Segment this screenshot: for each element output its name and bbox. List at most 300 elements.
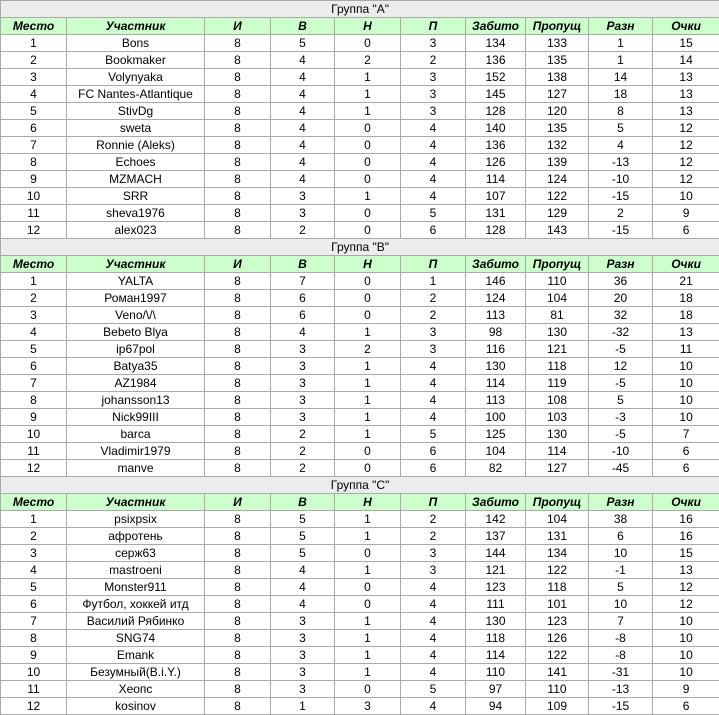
standings-body: [1, 1, 719, 715]
table-cell: 4: [401, 375, 466, 392]
table-cell: 8: [205, 579, 271, 596]
table-cell: 1: [1, 35, 67, 52]
table-cell: 141: [526, 664, 589, 681]
table-cell: 100: [466, 409, 526, 426]
table-cell: 0: [335, 681, 401, 698]
table-cell: 15: [653, 545, 719, 562]
table-cell: 8: [205, 511, 271, 528]
table-row: [1, 290, 719, 307]
table-cell: 6: [1, 596, 67, 613]
table-cell: 0: [335, 35, 401, 52]
table-cell: -10: [589, 171, 653, 188]
table-cell: 4: [271, 596, 335, 613]
table-cell: 110: [466, 664, 526, 681]
table-cell: 2: [335, 341, 401, 358]
table-cell: 38: [589, 511, 653, 528]
table-cell: 8: [205, 596, 271, 613]
table-cell: 2: [271, 426, 335, 443]
table-cell: 3: [271, 681, 335, 698]
table-cell: 13: [653, 324, 719, 341]
table-cell: 4: [401, 120, 466, 137]
table-cell: 32: [589, 307, 653, 324]
table-row: [1, 358, 719, 375]
table-cell: 135: [526, 120, 589, 137]
table-cell: 3: [271, 188, 335, 205]
table-cell: 1: [335, 511, 401, 528]
table-cell: 0: [335, 120, 401, 137]
table-cell: 8: [205, 324, 271, 341]
table-row: [1, 647, 719, 664]
table-row: [1, 409, 719, 426]
table-cell: 8: [205, 375, 271, 392]
table-cell: johansson13: [67, 392, 205, 409]
table-cell: 8: [205, 52, 271, 69]
table-cell: 0: [335, 579, 401, 596]
table-cell: 94: [466, 698, 526, 715]
table-cell: 1: [335, 103, 401, 120]
table-cell: 8: [205, 307, 271, 324]
table-row: [1, 392, 719, 409]
table-cell: 12: [1, 698, 67, 715]
column-header: В: [271, 256, 335, 273]
table-row: [1, 69, 719, 86]
table-cell: 140: [466, 120, 526, 137]
table-cell: 129: [526, 205, 589, 222]
table-cell: 2: [589, 205, 653, 222]
table-cell: 1: [335, 375, 401, 392]
table-cell: 4: [401, 664, 466, 681]
table-cell: 4: [401, 188, 466, 205]
table-cell: 11: [653, 341, 719, 358]
table-cell: 0: [335, 222, 401, 239]
table-cell: 8: [205, 137, 271, 154]
table-cell: 0: [335, 460, 401, 477]
table-cell: 12: [653, 120, 719, 137]
table-cell: Veno/\/\: [67, 307, 205, 324]
table-cell: 10: [1, 664, 67, 681]
table-cell: 4: [271, 86, 335, 103]
table-cell: MZMACH: [67, 171, 205, 188]
table-cell: Monster911: [67, 579, 205, 596]
table-cell: 4: [401, 409, 466, 426]
group-title: Группа "C": [1, 477, 719, 494]
table-cell: 6: [1, 358, 67, 375]
table-cell: 8: [205, 290, 271, 307]
table-cell: 6: [271, 290, 335, 307]
table-cell: 8: [205, 698, 271, 715]
table-cell: 131: [526, 528, 589, 545]
table-cell: 3: [401, 69, 466, 86]
table-cell: 142: [466, 511, 526, 528]
table-row: [1, 613, 719, 630]
table-cell: 4: [271, 137, 335, 154]
table-cell: 3: [271, 392, 335, 409]
table-cell: 139: [526, 154, 589, 171]
table-cell: 4: [271, 52, 335, 69]
table-cell: 118: [526, 579, 589, 596]
table-cell: psixpsix: [67, 511, 205, 528]
table-cell: 4: [401, 154, 466, 171]
table-cell: 8: [205, 613, 271, 630]
table-cell: 126: [466, 154, 526, 171]
table-cell: 18: [653, 307, 719, 324]
table-cell: 7: [1, 375, 67, 392]
table-cell: 3: [401, 545, 466, 562]
table-cell: 8: [205, 647, 271, 664]
table-cell: 5: [589, 579, 653, 596]
table-cell: 104: [466, 443, 526, 460]
table-cell: SNG74: [67, 630, 205, 647]
table-cell: 8: [589, 103, 653, 120]
table-cell: 13: [653, 69, 719, 86]
table-cell: 7: [653, 426, 719, 443]
table-cell: 3: [1, 307, 67, 324]
table-row: [1, 528, 719, 545]
table-cell: 2: [401, 52, 466, 69]
table-cell: 118: [526, 358, 589, 375]
table-row: [1, 273, 719, 290]
table-cell: 10: [653, 613, 719, 630]
table-cell: 0: [335, 137, 401, 154]
column-header: Н: [335, 18, 401, 35]
table-cell: 8: [205, 681, 271, 698]
table-row: [1, 154, 719, 171]
table-cell: 109: [526, 698, 589, 715]
table-cell: 10: [653, 188, 719, 205]
table-cell: Bebeto Blya: [67, 324, 205, 341]
column-header: П: [401, 256, 466, 273]
table-cell: Ronnie (Aleks): [67, 137, 205, 154]
table-cell: alex023: [67, 222, 205, 239]
table-cell: 4: [401, 613, 466, 630]
table-cell: 145: [466, 86, 526, 103]
table-cell: 3: [1, 545, 67, 562]
table-cell: 14: [653, 52, 719, 69]
table-cell: 3: [401, 86, 466, 103]
table-cell: 8: [205, 120, 271, 137]
table-cell: ip67pol: [67, 341, 205, 358]
table-cell: 8: [205, 630, 271, 647]
table-cell: 1: [589, 35, 653, 52]
table-cell: -5: [589, 341, 653, 358]
table-cell: 6: [653, 222, 719, 239]
table-cell: 128: [466, 222, 526, 239]
table-cell: 12: [589, 358, 653, 375]
table-cell: 9: [653, 681, 719, 698]
table-cell: 3: [1, 69, 67, 86]
table-cell: 3: [271, 358, 335, 375]
table-cell: серж63: [67, 545, 205, 562]
table-cell: 118: [466, 630, 526, 647]
table-row: [1, 545, 719, 562]
table-cell: 3: [271, 647, 335, 664]
table-cell: 1: [335, 613, 401, 630]
column-header: В: [271, 18, 335, 35]
table-row: [1, 698, 719, 715]
table-cell: -8: [589, 630, 653, 647]
table-cell: 146: [466, 273, 526, 290]
table-cell: 11: [1, 205, 67, 222]
table-cell: 1: [335, 630, 401, 647]
table-cell: 5: [271, 511, 335, 528]
table-cell: FC Nantes-Atlantique: [67, 86, 205, 103]
table-cell: 126: [526, 630, 589, 647]
table-cell: 16: [653, 528, 719, 545]
table-cell: 5: [271, 545, 335, 562]
table-row: [1, 307, 719, 324]
table-cell: 8: [1, 392, 67, 409]
table-cell: 119: [526, 375, 589, 392]
table-cell: 135: [526, 52, 589, 69]
column-header: И: [205, 256, 271, 273]
table-row: [1, 562, 719, 579]
table-cell: 5: [401, 205, 466, 222]
table-cell: 1: [335, 188, 401, 205]
table-cell: 4: [271, 69, 335, 86]
table-cell: 9: [1, 409, 67, 426]
column-header: Очки: [653, 494, 719, 511]
table-cell: 1: [335, 409, 401, 426]
table-row: [1, 630, 719, 647]
table-cell: 0: [335, 205, 401, 222]
table-cell: 1: [335, 664, 401, 681]
table-cell: 8: [205, 664, 271, 681]
table-cell: mastroeni: [67, 562, 205, 579]
table-cell: 101: [526, 596, 589, 613]
table-cell: 97: [466, 681, 526, 698]
column-header: П: [401, 494, 466, 511]
table-cell: 3: [401, 103, 466, 120]
table-cell: 8: [205, 409, 271, 426]
column-header: Участник: [67, 18, 205, 35]
table-cell: 8: [205, 171, 271, 188]
table-row: [1, 188, 719, 205]
table-cell: 1: [335, 528, 401, 545]
table-cell: 6: [401, 222, 466, 239]
table-cell: 7: [271, 273, 335, 290]
column-header: Место: [1, 18, 67, 35]
column-header: Место: [1, 494, 67, 511]
table-cell: 7: [1, 137, 67, 154]
table-cell: 8: [205, 392, 271, 409]
table-cell: 1: [589, 52, 653, 69]
table-row: [1, 596, 719, 613]
table-cell: barca: [67, 426, 205, 443]
table-cell: 4: [401, 137, 466, 154]
table-cell: 4: [271, 324, 335, 341]
column-header: Забито: [466, 18, 526, 35]
table-cell: 3: [271, 613, 335, 630]
table-cell: 127: [526, 86, 589, 103]
group-title: Группа "A": [1, 1, 719, 18]
table-cell: 5: [1, 579, 67, 596]
group-title-row: [1, 477, 719, 494]
column-header: Пропущ: [526, 18, 589, 35]
table-cell: 114: [466, 647, 526, 664]
table-cell: 5: [271, 35, 335, 52]
table-cell: -5: [589, 375, 653, 392]
table-cell: 10: [1, 426, 67, 443]
table-row: [1, 171, 719, 188]
table-cell: 5: [1, 103, 67, 120]
table-cell: 12: [653, 596, 719, 613]
table-cell: 4: [401, 579, 466, 596]
table-cell: Безумный(B.i.Y.): [67, 664, 205, 681]
table-cell: 82: [466, 460, 526, 477]
column-header: Забито: [466, 256, 526, 273]
table-row: [1, 222, 719, 239]
table-row: [1, 52, 719, 69]
table-cell: 133: [526, 35, 589, 52]
table-cell: 104: [526, 290, 589, 307]
table-cell: 136: [466, 52, 526, 69]
column-header: Очки: [653, 256, 719, 273]
table-row: [1, 137, 719, 154]
table-cell: -32: [589, 324, 653, 341]
table-cell: 8: [205, 154, 271, 171]
table-cell: 1: [335, 69, 401, 86]
table-row: [1, 205, 719, 222]
table-cell: 8: [205, 341, 271, 358]
table-cell: Хеопс: [67, 681, 205, 698]
column-header: Участник: [67, 494, 205, 511]
table-cell: 110: [526, 681, 589, 698]
table-cell: 5: [401, 681, 466, 698]
table-cell: 2: [1, 528, 67, 545]
table-cell: 2: [1, 290, 67, 307]
table-cell: 6: [1, 120, 67, 137]
table-cell: YALTA: [67, 273, 205, 290]
table-cell: 3: [401, 562, 466, 579]
table-cell: 21: [653, 273, 719, 290]
table-cell: 13: [653, 86, 719, 103]
table-cell: 0: [335, 290, 401, 307]
table-cell: 8: [205, 545, 271, 562]
table-cell: 113: [466, 307, 526, 324]
column-header: Разн: [589, 494, 653, 511]
table-cell: -15: [589, 188, 653, 205]
table-cell: 113: [466, 392, 526, 409]
table-cell: manve: [67, 460, 205, 477]
table-cell: 20: [589, 290, 653, 307]
table-cell: 122: [526, 562, 589, 579]
table-cell: 4: [401, 358, 466, 375]
table-cell: 143: [526, 222, 589, 239]
table-cell: Василий Рябинко: [67, 613, 205, 630]
table-cell: 12: [653, 154, 719, 171]
table-cell: 10: [653, 630, 719, 647]
table-cell: 2: [271, 460, 335, 477]
column-header-row: [1, 494, 719, 511]
table-cell: 4: [401, 171, 466, 188]
column-header-row: [1, 18, 719, 35]
table-cell: 1: [1, 511, 67, 528]
table-cell: Echoes: [67, 154, 205, 171]
table-cell: 8: [205, 460, 271, 477]
column-header: И: [205, 18, 271, 35]
table-cell: 122: [526, 647, 589, 664]
table-cell: 4: [271, 103, 335, 120]
table-cell: 8: [1, 154, 67, 171]
table-cell: 0: [335, 596, 401, 613]
table-cell: 134: [526, 545, 589, 562]
table-cell: Футбол, хоккей итд: [67, 596, 205, 613]
table-row: [1, 341, 719, 358]
table-cell: SRR: [67, 188, 205, 205]
table-cell: 114: [466, 375, 526, 392]
table-cell: 131: [466, 205, 526, 222]
table-cell: 6: [271, 307, 335, 324]
column-header: Разн: [589, 18, 653, 35]
table-cell: 5: [589, 120, 653, 137]
table-cell: 103: [526, 409, 589, 426]
table-cell: 5: [401, 426, 466, 443]
table-cell: 0: [335, 273, 401, 290]
table-cell: Emank: [67, 647, 205, 664]
table-cell: 5: [1, 341, 67, 358]
column-header-row: [1, 256, 719, 273]
table-cell: 98: [466, 324, 526, 341]
table-cell: 4: [401, 630, 466, 647]
table-cell: 152: [466, 69, 526, 86]
table-cell: 8: [205, 35, 271, 52]
table-cell: 114: [526, 443, 589, 460]
table-cell: 8: [205, 426, 271, 443]
table-cell: -5: [589, 426, 653, 443]
table-cell: 6: [653, 460, 719, 477]
column-header: П: [401, 18, 466, 35]
column-header: Участник: [67, 256, 205, 273]
table-cell: 0: [335, 171, 401, 188]
table-cell: 0: [335, 307, 401, 324]
table-cell: 3: [335, 698, 401, 715]
table-row: [1, 324, 719, 341]
table-cell: 125: [466, 426, 526, 443]
table-cell: 10: [653, 392, 719, 409]
table-row: [1, 681, 719, 698]
table-cell: 3: [271, 664, 335, 681]
table-cell: 18: [589, 86, 653, 103]
table-cell: 10: [589, 545, 653, 562]
table-cell: 6: [653, 698, 719, 715]
table-cell: 2: [271, 443, 335, 460]
table-cell: 136: [466, 137, 526, 154]
table-cell: 128: [466, 103, 526, 120]
table-cell: 10: [653, 409, 719, 426]
table-cell: 13: [653, 103, 719, 120]
table-cell: 10: [653, 358, 719, 375]
table-cell: AZ1984: [67, 375, 205, 392]
table-cell: 6: [589, 528, 653, 545]
table-cell: 4: [1, 324, 67, 341]
table-cell: 8: [205, 273, 271, 290]
table-cell: 8: [205, 562, 271, 579]
table-cell: 11: [1, 681, 67, 698]
table-cell: 8: [205, 188, 271, 205]
table-cell: sheva1976: [67, 205, 205, 222]
table-cell: StivDg: [67, 103, 205, 120]
table-row: [1, 443, 719, 460]
table-cell: 121: [526, 341, 589, 358]
table-cell: 4: [1, 86, 67, 103]
table-cell: 130: [526, 324, 589, 341]
table-cell: 123: [526, 613, 589, 630]
table-cell: 10: [589, 596, 653, 613]
table-row: [1, 86, 719, 103]
table-cell: 3: [271, 341, 335, 358]
table-cell: 4: [271, 171, 335, 188]
column-header: Пропущ: [526, 256, 589, 273]
